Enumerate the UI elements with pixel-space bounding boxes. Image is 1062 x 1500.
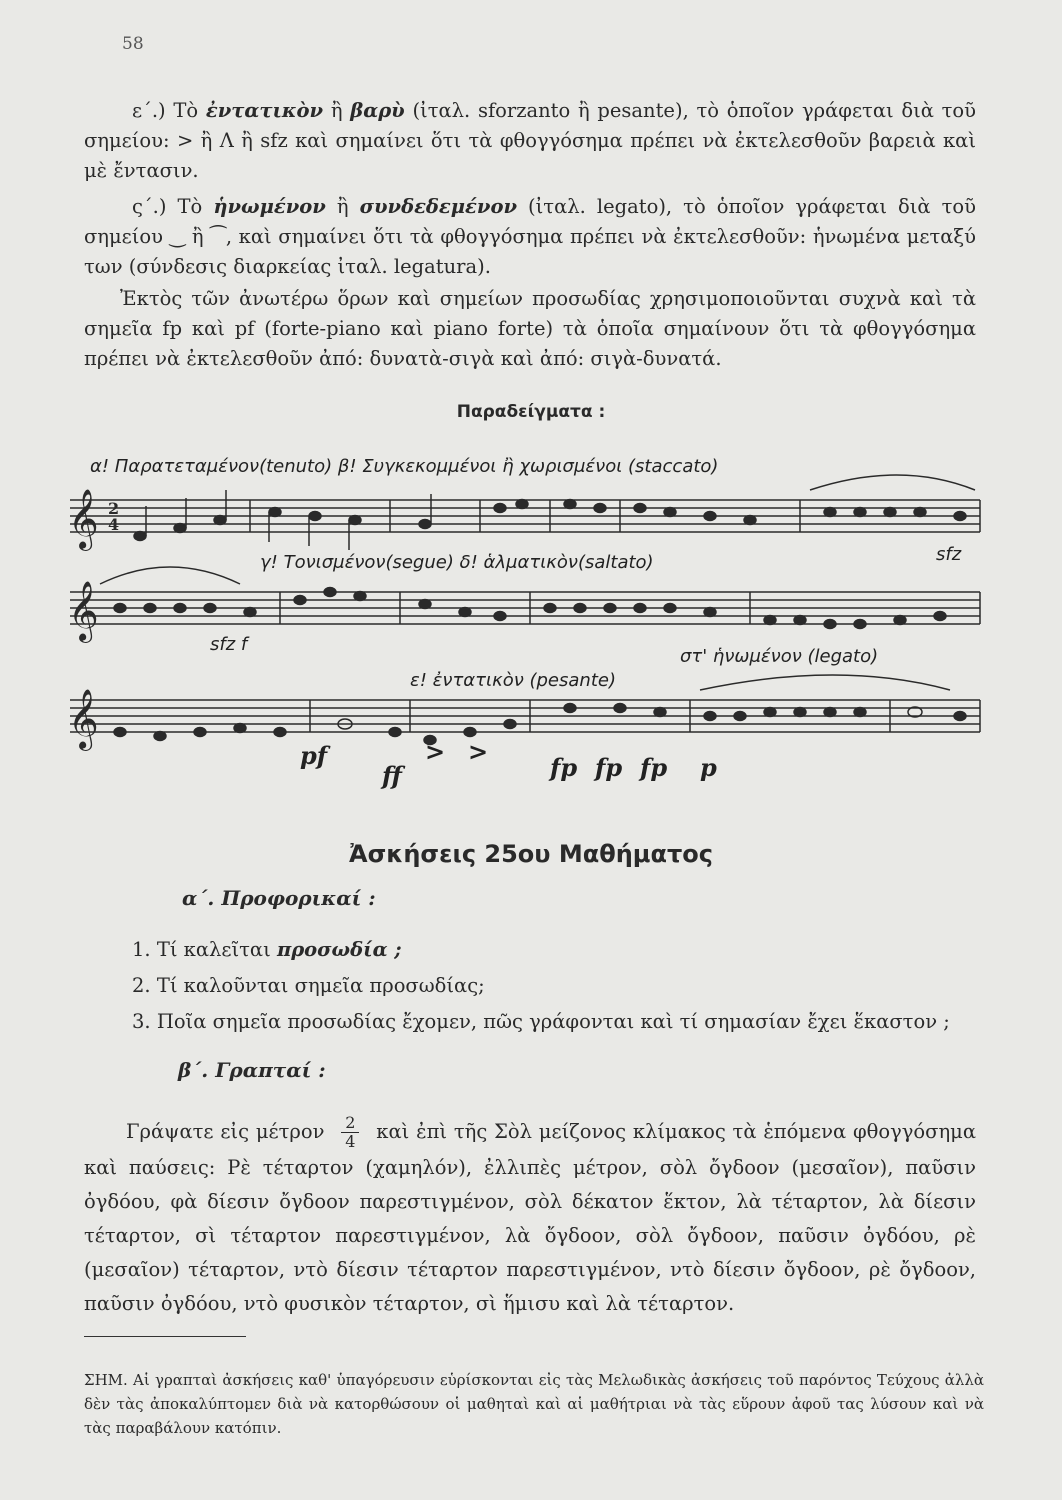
label-g: γ! Τονισμένον(segue) δ! ἁλματικὸν(saltato) — [260, 552, 654, 573]
extra-paragraph: Ἐκτὸς τῶν ἀνωτέρω ὅρων καὶ σημείων προσωδίας χρησιμοποιοῦνται συχνὰ καὶ τὰ σημεῖα fp καὶ pf (forte-piano καὶ piano forte) τὰ ὁποῖα σημαίνουν ὅτι τὰ φθογγόσημα πρέπει νὰ ἐκτελεσθοῦν ἀπό: δυνατὰ-σιγὰ καὶ ἀπό: σιγὰ-δυνατά. — [84, 287, 976, 370]
dyn-fp: fp — [640, 753, 668, 782]
question-2: 2. Τί καλοῦνται σημεῖα προσωδίας; — [132, 974, 485, 997]
item-label: ε΄.) Τὸ — [132, 99, 199, 122]
accent-mark: > — [468, 737, 489, 766]
written-heading: β΄. Γραπταί : — [178, 1058, 326, 1082]
accent-mark: > — [425, 737, 446, 766]
item-label: ς΄.) Τὸ — [132, 195, 203, 218]
meter-fraction: $\frac{2}{4}$ — [341, 1114, 359, 1151]
dyn-p: p — [700, 753, 717, 782]
examples-title: Παραδείγματα : — [456, 402, 606, 422]
exercise-title: Ἀσκήσεις 25ου Μαθήματος — [349, 840, 713, 868]
definition-stigma — [84, 192, 976, 282]
label-st: στ' ἡνωμένον (legato) — [680, 646, 879, 667]
written-exercise: Γράψατε εἰς μέτρον $\frac{2}{4}$ καὶ ἐπὶ τῆς Σὸλ μείζονος κλίμακος τὰ ἑπόμενα φθογγόσημα καὶ παύσεις: Ρὲ τέταρτον (χαμηλόν), ἐλλιπὲς μέτρον, σὸλ ὄγδοον (μεσαῖον), παῦσιν ὀγδόου, φὰ δίεσιν ὄγδοον παρεστιγμένον, σὸλ δέκατον ἕκτον, λὰ τέταρτον, λὰ δίεσιν τέταρτον, σὶ τέταρτον παρεστιγμένον, λὰ ὄγδοον, σὸλ ὄγδοον, παῦσιν ὀγδόου, ρὲ (μεσαῖον) τέταρτον, ντὸ δίεσιν τέταρτον παρεστιγμένον, ντὸ δίεσιν ὄγδοον, ρὲ ὄγδοον, παῦσιν ὀγδόου, ντὸ φυσικὸν τέταρτον, σὶ ἥμισυ καὶ λὰ τέταρτον. — [84, 1113, 976, 1315]
definition-text: (ἰταλ. sforzanto ἢ pesante), τὸ ὁποῖον γράφεται διὰ τοῦ σημείου: > ἢ Λ ἢ sfz καὶ σημαίνει ὅτι τὰ φθογγόσημα πρέπει νὰ ἐκτελεσθοῦν βαρειὰ καὶ μὲ ἔντασιν. — [84, 99, 977, 182]
footnote-rule — [84, 1336, 246, 1337]
staff-3 — [70, 700, 980, 732]
term: ἐντατικὸν — [205, 99, 324, 122]
label-e: ε! ἐντατικὸν (pesante) — [410, 670, 616, 691]
treble-clef-icon: 𝄞 — [68, 689, 99, 749]
term: συνδεδεμένον — [359, 195, 517, 218]
dyn-pf: pf — [300, 741, 328, 770]
definition-epsilon — [84, 96, 976, 186]
question-3: 3. Ποῖα σημεῖα προσωδίας ἔχομεν, πῶς γράφονται καὶ τί σημασίαν ἔχει ἕκαστον ; — [132, 1010, 950, 1033]
term: βαρὺ — [350, 99, 405, 122]
label-a: α! Παρατεταμένον(tenuto) β! Συγκεκομμένοι ἢ χωρισμένοι (staccato) — [90, 456, 719, 477]
dyn-sfz: sfz — [936, 544, 962, 565]
time-signature-num: 2 — [108, 499, 120, 518]
term: ἡνωμένον — [213, 195, 326, 218]
time-signature-den: 4 — [108, 515, 120, 534]
dyn-ff: ff — [382, 761, 402, 790]
slur — [100, 567, 240, 584]
definition-text: (ἰταλ. legato), τὸ ὁποῖον γράφεται διὰ τοῦ σημείου ‿ ἢ ⁀, καὶ σημαίνει ὅτι τὰ φθογγόσημα πρέπει νὰ ἐκτελεσθοῦν: ἡνωμένα μεταξύ των (σύνδεσις διαρκείας ἰταλ. legatura). — [84, 195, 977, 278]
oral-heading: α΄. Προφορικαί : — [182, 886, 376, 910]
treble-clef-icon: 𝄞 — [68, 581, 99, 641]
slur — [700, 675, 950, 690]
dyn-fp: fp — [595, 753, 623, 782]
music-examples — [60, 450, 990, 800]
conj: ἢ — [336, 195, 349, 218]
question-1: 1. Τί καλεῖται προσωδία ; — [132, 938, 402, 961]
treble-clef-icon: 𝄞 — [68, 489, 99, 549]
dyn-sfz-f: sfz f — [210, 634, 248, 655]
conj: ἢ — [330, 99, 343, 122]
footnote: ΣΗΜ. Αἱ γραπταὶ ἀσκήσεις καθ' ὑπαγόρευσιν εὑρίσκονται εἰς τὰς Μελωδικὰς ἀσκήσεις τοῦ παρόντος Τεύχους ἀλλὰ δὲν τὰς ἀποκαλύπτομεν διὰ νὰ κατορθώσουν οἱ μαθηταὶ καὶ αἱ μαθήτριαι νὰ τὰς εὕρουν ἀφοῦ τας λύσουν καὶ νὰ τὰς παραβάλουν κατόπιν. — [84, 1371, 984, 1437]
dyn-fp: fp — [550, 753, 578, 782]
page-number: 58 — [122, 34, 144, 54]
slur — [810, 475, 975, 490]
